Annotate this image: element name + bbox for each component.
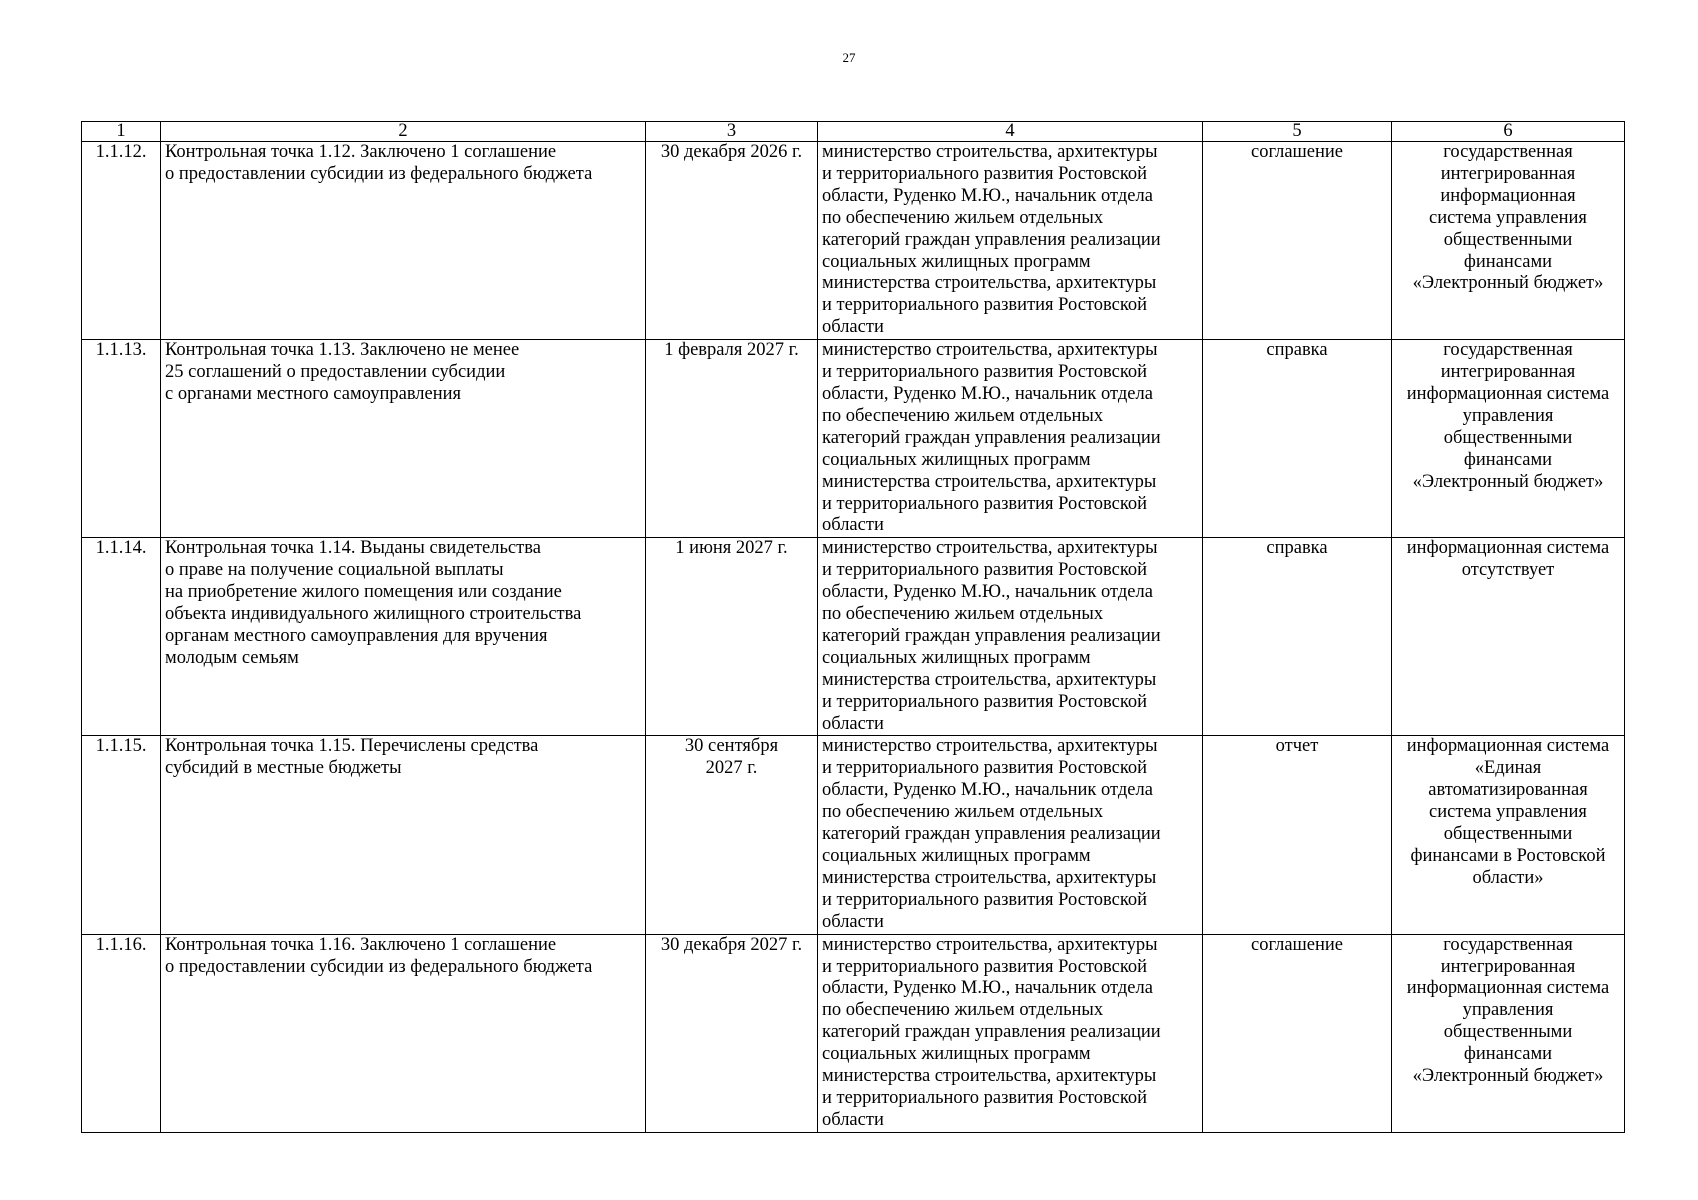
column-header-3: 3 <box>646 122 818 142</box>
text-line: информационная <box>1440 185 1576 206</box>
text-line: Контрольная точка 1.12. Заключено 1 соглашение <box>165 142 557 162</box>
text-line: категорий граждан управления реализации <box>822 625 1161 646</box>
date-cell <box>646 934 818 1132</box>
column-header-1: 1 <box>82 122 161 142</box>
text-line: субсидий в местные бюджеты <box>165 758 402 779</box>
text-line: с органами местного самоуправления <box>165 383 462 404</box>
text-line: о предоставлении субсидии из федерального бюджета <box>165 163 593 184</box>
text-line: государственная <box>1443 934 1573 955</box>
text-line: министерство строительства, архитектуры <box>822 736 1158 757</box>
event-cell <box>161 340 646 538</box>
text-line: области, Руденко М.Ю., начальник отдела <box>822 780 1153 801</box>
text-line: 25 соглашений о предоставлении субсидии <box>165 362 506 383</box>
text-line: министерства строительства, архитектуры <box>822 273 1157 294</box>
text-line: 1 июня 2027 г. <box>675 538 788 559</box>
information-system-cell <box>1392 736 1625 934</box>
text-line: на приобретение жилого помещения или создание <box>165 582 562 603</box>
responsible-cell <box>818 340 1203 538</box>
text-line: общественными <box>1443 824 1573 845</box>
text-line: области, Руденко М.Ю., начальник отдела <box>822 582 1153 603</box>
table-row <box>82 340 1625 538</box>
text-line: категорий граждан управления реализации <box>822 229 1161 250</box>
text-line: министерства строительства, архитектуры <box>822 867 1157 888</box>
text-line: «Электронный бюджет» <box>1412 273 1604 294</box>
responsible-cell <box>818 142 1203 340</box>
text-line: 30 декабря 2027 г. <box>660 934 803 955</box>
text-line: 30 декабря 2026 г. <box>660 142 803 162</box>
date-cell <box>646 538 818 736</box>
text-line: информационная система <box>1406 736 1610 757</box>
text-line: общественными <box>1443 1022 1573 1043</box>
text-line: система управления <box>1429 207 1587 228</box>
text-line: области <box>822 911 884 932</box>
text-line: «Электронный бюджет» <box>1412 1066 1604 1087</box>
text-line: «Электронный бюджет» <box>1412 471 1604 492</box>
text-line: общественными <box>1443 229 1573 250</box>
text-line: финансами <box>1463 449 1553 470</box>
text-line: государственная <box>1443 142 1573 162</box>
text-line: области <box>822 1109 884 1130</box>
responsible-cell <box>818 538 1203 736</box>
information-system-cell <box>1392 142 1625 340</box>
document-type-cell <box>1203 538 1392 736</box>
responsible-cell <box>818 736 1203 934</box>
text-line: интегрированная <box>1440 956 1576 977</box>
text-line: министерства строительства, архитектуры <box>822 1066 1157 1087</box>
text-line: социальных жилищных программ <box>822 647 1091 668</box>
text-line: и территориального развития Ростовской <box>822 956 1148 977</box>
text-line: финансами в Ростовской <box>1410 846 1606 866</box>
text-line: по обеспечению жильем отдельных <box>822 604 1104 625</box>
text-line: области, Руденко М.Ю., начальник отдела <box>822 978 1153 999</box>
text-line: «Единая <box>1474 758 1542 779</box>
document-type-cell <box>1203 934 1392 1132</box>
text-line: финансами <box>1463 1044 1553 1065</box>
table-row <box>82 538 1625 736</box>
text-line: органам местного самоуправления для вручения <box>165 625 548 646</box>
text-line: и территориального развития Ростовской <box>822 691 1148 712</box>
text-line: соглашение <box>1250 934 1344 955</box>
row-number-cell: 1.1.15. <box>82 736 161 934</box>
text-line: области, Руденко М.Ю., начальник отдела <box>822 383 1153 404</box>
text-line: Контрольная точка 1.13. Заключено не менее <box>165 340 520 361</box>
text-line: финансами <box>1463 251 1553 272</box>
row-number-cell: 1.1.16. <box>82 934 161 1132</box>
text-line: министерство строительства, архитектуры <box>822 340 1158 361</box>
text-line: министерства строительства, архитектуры <box>822 669 1157 690</box>
text-line: министерство строительства, архитектуры <box>822 538 1158 559</box>
text-line: социальных жилищных программ <box>822 1044 1091 1065</box>
text-line: и территориального развития Ростовской <box>822 1087 1148 1108</box>
text-line: и территориального развития Ростовской <box>822 560 1148 581</box>
text-line: области <box>822 515 884 536</box>
table-body <box>82 142 1625 1133</box>
row-number-cell: 1.1.12. <box>82 142 161 340</box>
text-line: Контрольная точка 1.15. Перечислены средства <box>165 736 539 757</box>
text-line: государственная <box>1443 340 1573 361</box>
control-points-table <box>81 121 1625 1133</box>
responsible-cell <box>818 934 1203 1132</box>
text-line: о праве на получение социальной выплаты <box>165 560 504 581</box>
text-line: 2027 г. <box>705 758 758 779</box>
event-cell <box>161 736 646 934</box>
text-line: социальных жилищных программ <box>822 449 1091 470</box>
date-cell <box>646 736 818 934</box>
document-type-cell <box>1203 340 1392 538</box>
text-line: 30 сентября <box>684 736 779 757</box>
document-type-cell <box>1203 142 1392 340</box>
text-line: система управления <box>1429 802 1587 823</box>
column-header-5: 5 <box>1203 122 1392 142</box>
text-line: категорий граждан управления реализации <box>822 1022 1161 1043</box>
text-line: справка <box>1266 538 1328 559</box>
text-line: по обеспечению жильем отдельных <box>822 207 1104 228</box>
text-line: области <box>822 317 884 338</box>
date-cell <box>646 340 818 538</box>
information-system-cell <box>1392 340 1625 538</box>
text-line: Контрольная точка 1.16. Заключено 1 соглашение <box>165 934 557 955</box>
header-row <box>82 122 1625 142</box>
text-line: социальных жилищных программ <box>822 251 1091 272</box>
text-line: информационная система <box>1406 538 1610 559</box>
text-line: объекта индивидуального жилищного строительства <box>165 604 582 625</box>
text-line: и территориального развития Ростовской <box>822 758 1148 779</box>
text-line: Контрольная точка 1.14. Выданы свидетельства <box>165 538 541 559</box>
text-line: управления <box>1462 1000 1554 1021</box>
table-row <box>82 934 1625 1132</box>
date-cell <box>646 142 818 340</box>
text-line: информационная система <box>1406 978 1610 999</box>
text-line: по обеспечению жильем отдельных <box>822 1000 1104 1021</box>
text-line: информационная система <box>1406 383 1610 404</box>
text-line: соглашение <box>1250 142 1344 162</box>
text-line: молодым семьям <box>165 647 299 668</box>
text-line: отчет <box>1275 736 1319 757</box>
text-line: автоматизированная <box>1428 780 1588 801</box>
text-line: министерство строительства, архитектуры <box>822 934 1158 955</box>
text-line: категорий граждан управления реализации <box>822 824 1161 845</box>
document-type-cell <box>1203 736 1392 934</box>
column-header-2: 2 <box>161 122 646 142</box>
text-line: общественными <box>1443 427 1573 448</box>
text-line: категорий граждан управления реализации <box>822 427 1161 448</box>
text-line: области, Руденко М.Ю., начальник отдела <box>822 185 1153 206</box>
text-line: области <box>822 713 884 734</box>
column-header-6: 6 <box>1392 122 1625 142</box>
text-line: и территориального развития Ростовской <box>822 493 1148 514</box>
information-system-cell <box>1392 934 1625 1132</box>
row-number-cell: 1.1.13. <box>82 340 161 538</box>
page-number: 27 <box>842 50 856 65</box>
text-line: отсутствует <box>1461 560 1555 581</box>
text-line: области» <box>1472 867 1544 888</box>
text-line: справка <box>1266 340 1328 361</box>
text-line: 1 февраля 2027 г. <box>664 340 799 361</box>
text-line: и территориального развития Ростовской <box>822 295 1148 316</box>
text-line: по обеспечению жильем отдельных <box>822 802 1104 823</box>
text-line: министерство строительства, архитектуры <box>822 142 1158 162</box>
information-system-cell <box>1392 538 1625 736</box>
table-row <box>82 142 1625 340</box>
text-line: интегрированная <box>1440 163 1576 184</box>
text-line: интегрированная <box>1440 362 1576 383</box>
event-cell <box>161 538 646 736</box>
text-line: и территориального развития Ростовской <box>822 163 1148 184</box>
text-line: и территориального развития Ростовской <box>822 362 1148 383</box>
column-header-4: 4 <box>818 122 1203 142</box>
text-line: о предоставлении субсидии из федерального бюджета <box>165 956 593 977</box>
text-line: и территориального развития Ростовской <box>822 889 1148 910</box>
text-line: по обеспечению жильем отдельных <box>822 405 1104 426</box>
event-cell <box>161 934 646 1132</box>
row-number-cell: 1.1.14. <box>82 538 161 736</box>
text-line: социальных жилищных программ <box>822 846 1091 866</box>
text-line: министерства строительства, архитектуры <box>822 471 1157 492</box>
text-line: управления <box>1462 405 1554 426</box>
table-row <box>82 736 1625 934</box>
event-cell <box>161 142 646 340</box>
